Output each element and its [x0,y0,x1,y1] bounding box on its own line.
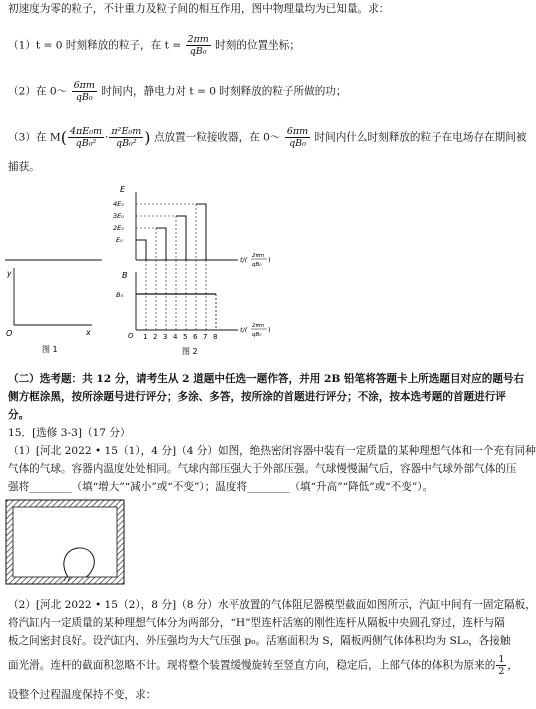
q2-suffix: 时间内，静电力对 t = 0 时刻释放的粒子所做的功； [101,85,347,98]
fig2-b-tick: B₀ [116,291,124,299]
fig2-e-tick-4: 4E₀ [113,200,124,208]
q15-p2-fraction [496,654,506,677]
fig2-e-label: E [120,185,126,194]
fig2-t-unit-den-bottom: qB₀ [252,332,262,338]
q1-prefix: （1）t = 0 时刻释放的粒子，在 t = [8,39,182,52]
q2-fraction [72,80,97,103]
fig2-e-pulse-2 [156,228,166,260]
q3-frac-den: qB₀ [289,138,306,149]
q15-p1-line-3: 强将________（填“增大”“减小”或“不变”）；温度将________（填“升高”“降低”或“不变”）。 [8,481,434,493]
section-2-line-1: （二）选考题：共 12 分，请考生从 2 道题中任选一题作答，并用 2B 铅笔将答题卡上所选题目对应的题号右 [8,373,525,385]
q3-sep: · [105,131,109,144]
fig2-e-tick-1: E₀ [116,236,123,244]
q15-p2-line-4-text: 面光滑。连杆的截面积忽略不计。现将整个装置缓慢旋转至竖直方向，稳定后，上部气体的体积为原来的 [8,659,496,672]
q15-p1-line-1: （1）[河北 2022 • 15（1），4 分]（4 分）如图，绝热密闭容器中装有一定质量的某种理想气体和一个充有同种 [8,445,536,457]
q3-coord-num2: π²E₀m [111,126,142,137]
q2-frac-num: 6πm [73,80,95,91]
container-interior [13,507,117,577]
intro-text: 初速度为零的粒子，不计重力及粒子间的相互作用，图中物理量均为已知量。求： [8,3,390,15]
fig2-t-close-top: ) [268,256,271,264]
fig2-x-tick-3: 3 [163,333,168,341]
q15-header: 15．[选修 3-3]（17 分） [8,427,131,439]
q15-p2-frac-den: 2 [498,666,505,677]
fig2-e-guides [136,204,216,330]
q15-p2-line-5: 设整个过程温度保持不变，求： [8,689,157,701]
figure-1 [0,250,120,360]
container-figure [4,498,128,588]
q3-suffix: 时间内什么时刻释放的粒子在电场存在期间被 [314,131,527,144]
fig2-x-tick-8: 8 [213,333,218,341]
fig2-x-tick-4: 4 [173,333,178,341]
fig2-e-pulse-3 [176,216,186,260]
section-2-line-3: 分。 [8,409,30,421]
fig1-y-label: y [7,269,12,278]
q1-fraction [186,34,211,57]
q15-p2-line-3: 板之间密封良好。设汽缸内、外压强均为大气压强 p₀。活塞面积为 S，隔板两侧气体体积均为 SL₀，各接触 [8,635,511,647]
q3-coord-den2: qB₀² [115,138,137,149]
q15-p2-line-1: （2）[河北 2022 • 15（2），8 分]（8 分）水平放置的气体阻尼器模型截面如图所示，汽缸中间有一固定隔板， [8,599,536,611]
q1-frac-num: 2πm [187,34,209,45]
q1-suffix: 时刻的位置坐标； [215,39,300,52]
fig2-e-pulse-4 [196,204,206,260]
fig2-origin: O [128,332,134,340]
fig2-x-tick-1: 1 [143,333,148,341]
q3-frac-num: 6πm [286,126,309,137]
q15-p2-line-2: 将汽缸内一定质量的某种理想气体分为两部分，“H”型连杆活塞的刚性连杆从隔板中央圆孔穿过，连杆与隔 [8,617,505,629]
fig1-caption: 图 1 [42,345,58,354]
fig2-caption: 图 2 [182,347,198,356]
fig2-t-label-top: t/( [240,256,248,264]
question-3: （3）在 M( $\frac{\text{4πE₀m}}{\text{qB₀²}}$ · $\frac{\text{π²E₀m}}{\text{qB₀²}}$ ) 点放置一粒接收器，在 0～ $\frac{6\pi m}{\text{qB₀}}$ 时间内什么时刻释放的粒子在电场存在期间被 [8,126,527,149]
fig2-x-tick-7: 7 [203,333,208,341]
q3-continuation: 捕获。 [8,161,40,173]
q1-frac-den: qB₀ [189,46,207,57]
q3-coord-x [68,126,104,149]
fig2-b-label: B [122,271,128,280]
q15-p2-line-4 [8,654,518,677]
q3-coord-den1: qB₀² [75,138,97,149]
fig1-origin: O [6,329,13,338]
q15-p1-line-2: 气体的气球。容器内温度处处相同。气球内部压强大于外部压强。气球慢慢漏气后，容器中气球外部气体的压 [8,463,517,475]
fig2-e-pulse-1 [136,240,146,260]
figure-2 [110,182,280,362]
q3-prefix: （3）在 M [8,131,61,144]
q3-fraction [285,126,310,149]
question-2 [8,80,347,103]
fig2-x-tick-6: 6 [193,333,198,341]
section-2-line-2: 侧方框涂黑，按所涂题号进行评分；多涂、多答，按所涂的首题进行评分；不涂，按本选考题的首题进行评 [8,391,506,403]
fig1-x-label: x [86,328,91,337]
fig2-e-tick-3: 3E₀ [113,212,124,220]
fig2-x-tick-2: 2 [153,333,158,341]
fig2-t-close-bottom: ) [268,326,271,334]
fig2-t-unit-num-bottom: 2πm [252,323,265,329]
fig2-t-unit-num-top: 2πm [252,253,265,259]
fig2-e-tick-2: 2E₀ [113,224,124,232]
q15-p2-line-4-end: ， [507,659,518,672]
q3-coord-num1: 4πE₀m [70,126,103,137]
fig2-t-unit-den-top: qB₀ [252,262,262,268]
q2-frac-den: qB₀ [75,92,93,103]
q2-prefix: （2）在 0～ [8,85,68,98]
q15-p2-frac-num: 1 [498,654,505,665]
question-1 [8,34,300,57]
q3-coord-y [109,126,143,149]
q3-mid: 点放置一粒接收器，在 0～ [153,131,281,144]
fig2-x-tick-5: 5 [183,333,188,341]
fig2-t-label-bottom: t/( [240,326,248,334]
